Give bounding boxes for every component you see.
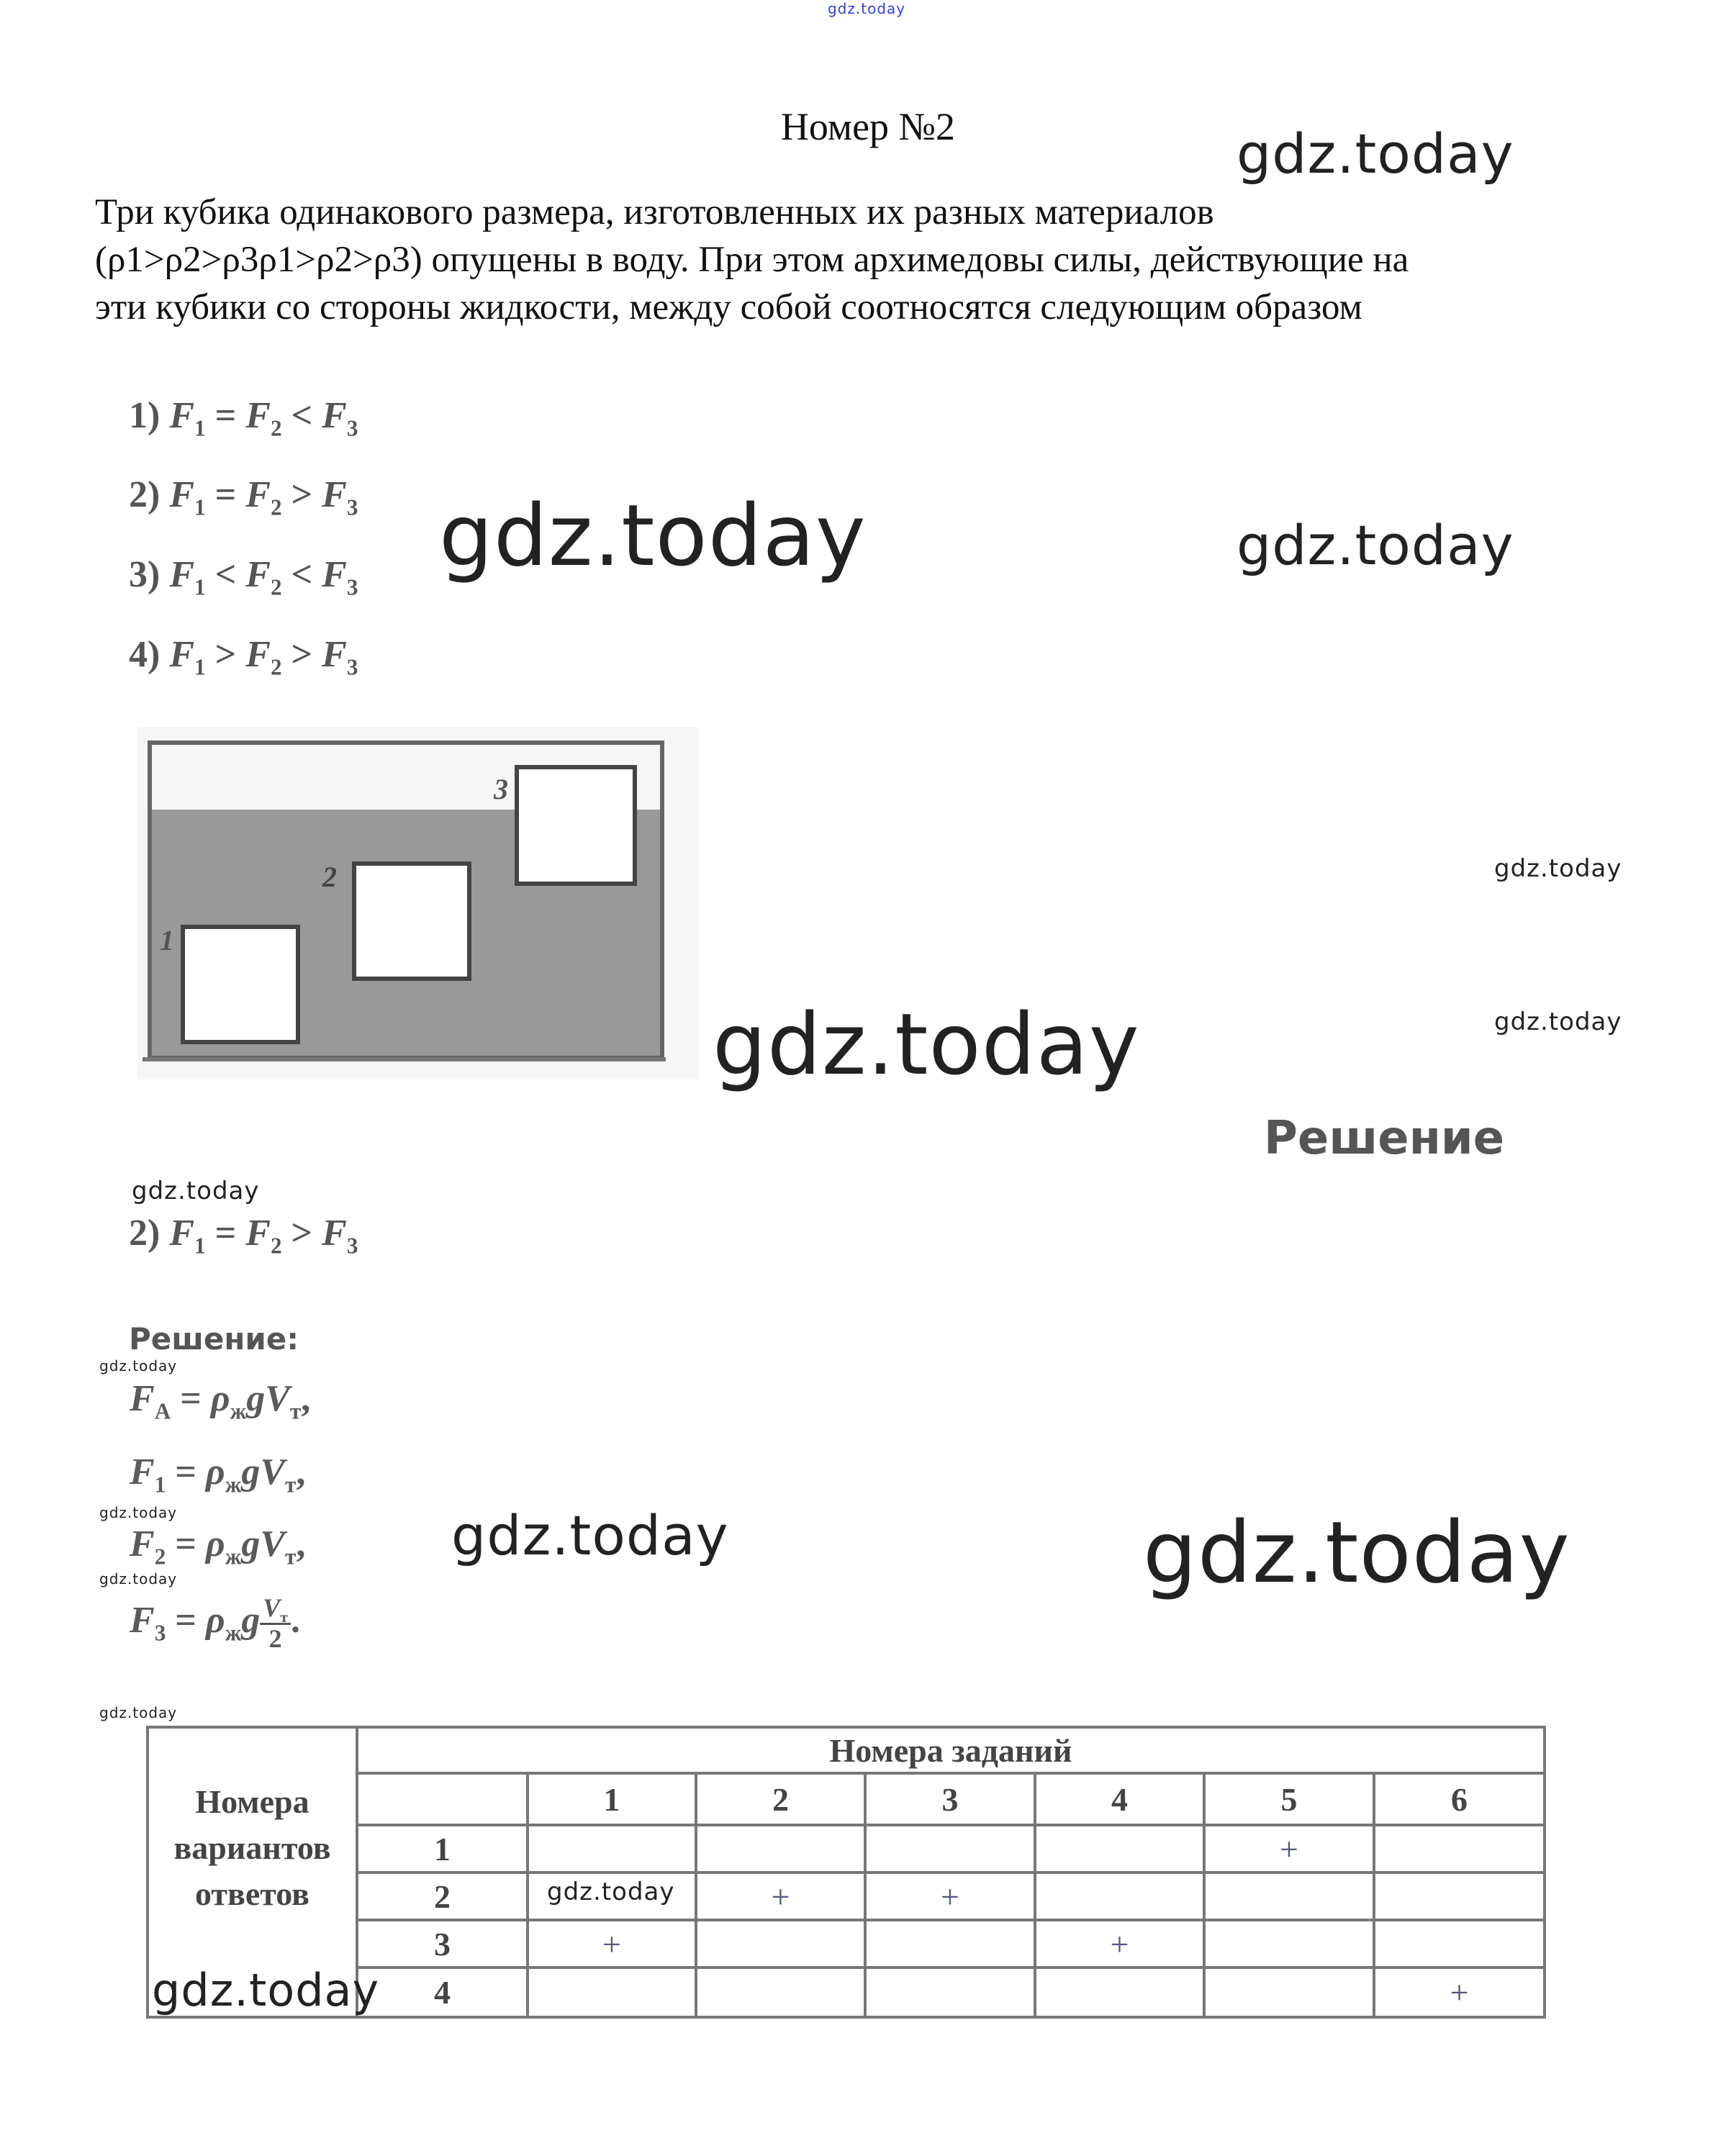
cube-1 [183,927,298,1042]
watermark: gdz.today [99,1704,178,1721]
cell [696,1967,865,2017]
solution-label: Решение: [129,1321,299,1357]
option-3: 3) $F_1 < F_2 < F_3$ [129,554,358,600]
watermark: gdz.today [547,1878,675,1906]
cell [865,1920,1035,1967]
watermark: gdz.today [828,0,906,17]
column-header: 4 [1035,1773,1204,1825]
cell [696,1825,865,1872]
column-header: 5 [1204,1773,1374,1825]
cube-2 [354,864,469,979]
cell: + [696,1872,865,1920]
watermark: gdz.today [99,1504,178,1521]
cell [1035,1967,1204,2017]
option-4: 4) $F_1 > F_2 > F_3$ [129,634,358,680]
cell [1204,1967,1374,2017]
question-line: Три кубика одинакового размера, изготовленных их разных материалов [95,192,1214,232]
cell: + [1204,1825,1374,1872]
cell [1204,1872,1374,1920]
cell [865,1967,1035,2017]
watermark: gdz.today [1237,513,1514,577]
table-row [148,1825,1545,1872]
row-label: 1 [357,1825,528,1872]
watermark: gdz.today [439,486,867,585]
question-line: (ρ1>ρ2>ρ3ρ1>ρ2>ρ3) опущены в воду. При этом архимедовы силы, действующие на [95,240,1409,280]
row-label: 3 [357,1920,528,1967]
row-header: Номера вариантов ответов [148,1727,357,2017]
watermark: gdz.today [1237,122,1514,186]
table-row [148,1920,1545,1967]
watermark: gdz.today [1143,1503,1570,1602]
tank-figure [137,727,698,1079]
column-header: 2 [696,1773,865,1825]
cell [1374,1920,1545,1967]
formula-fa: $F_A = \rho_жgV_т$, [130,1378,311,1424]
formula-f1: $F_1 = \rho_жgV_т$, [130,1452,306,1498]
cube-label: 2 [322,861,337,893]
page-title: Номер №2 [780,105,956,148]
formula-f3: $F_3 = \rho_жg$ $\frac{V_т}{2}$ . [130,1593,300,1653]
cell: + [1374,1967,1545,2017]
cell [1035,1825,1204,1872]
column-header: 3 [865,1773,1035,1825]
row-label: 4 [357,1967,528,2017]
table-row [148,1872,1545,1920]
option-1: 1) $F_1 = F_2 < F_3$ [129,395,358,441]
cell: + [865,1872,1035,1920]
watermark: gdz.today [1494,1007,1622,1036]
watermark: gdz.today [152,1964,380,2016]
cube-label: 1 [160,924,174,956]
cell [1035,1872,1204,1920]
answer: 2) $F_1 = F_2 > F_3$ [129,1213,358,1259]
question-text [95,189,1409,331]
cell: + [1035,1920,1204,1967]
watermark: gdz.today [99,1570,178,1588]
question-line: эти кубики со стороны жидкости, между собой соотносятся следующим образом [95,287,1362,327]
cell [1204,1920,1374,1967]
watermark: gdz.today [99,1357,178,1375]
column-group-header: Номера заданий [357,1727,1545,1773]
watermark: gdz.today [1494,854,1622,883]
row-label: 2 [357,1872,528,1920]
formula-f2: $F_2 = \rho_жgV_т$, [130,1523,306,1570]
watermark: gdz.today [713,995,1140,1094]
column-header: 1 [528,1773,696,1825]
option-2: 2) $F_1 = F_2 > F_3$ [129,474,358,520]
cube-3 [517,767,635,884]
corner-cell [357,1773,528,1825]
solution-heading: Решение [1264,1112,1505,1165]
watermark: gdz.today [132,1177,260,1205]
cell [528,1967,696,2017]
cell [696,1920,865,1967]
cube-label: 3 [494,773,508,805]
fraction: $\frac{V_т}{2}$ [260,1594,291,1653]
cell: + [528,1920,696,1967]
cell [1374,1825,1545,1872]
column-header: 6 [1374,1773,1545,1825]
cell [865,1825,1035,1872]
cell [1374,1872,1545,1920]
cell [528,1825,696,1872]
watermark: gdz.today [451,1503,729,1567]
